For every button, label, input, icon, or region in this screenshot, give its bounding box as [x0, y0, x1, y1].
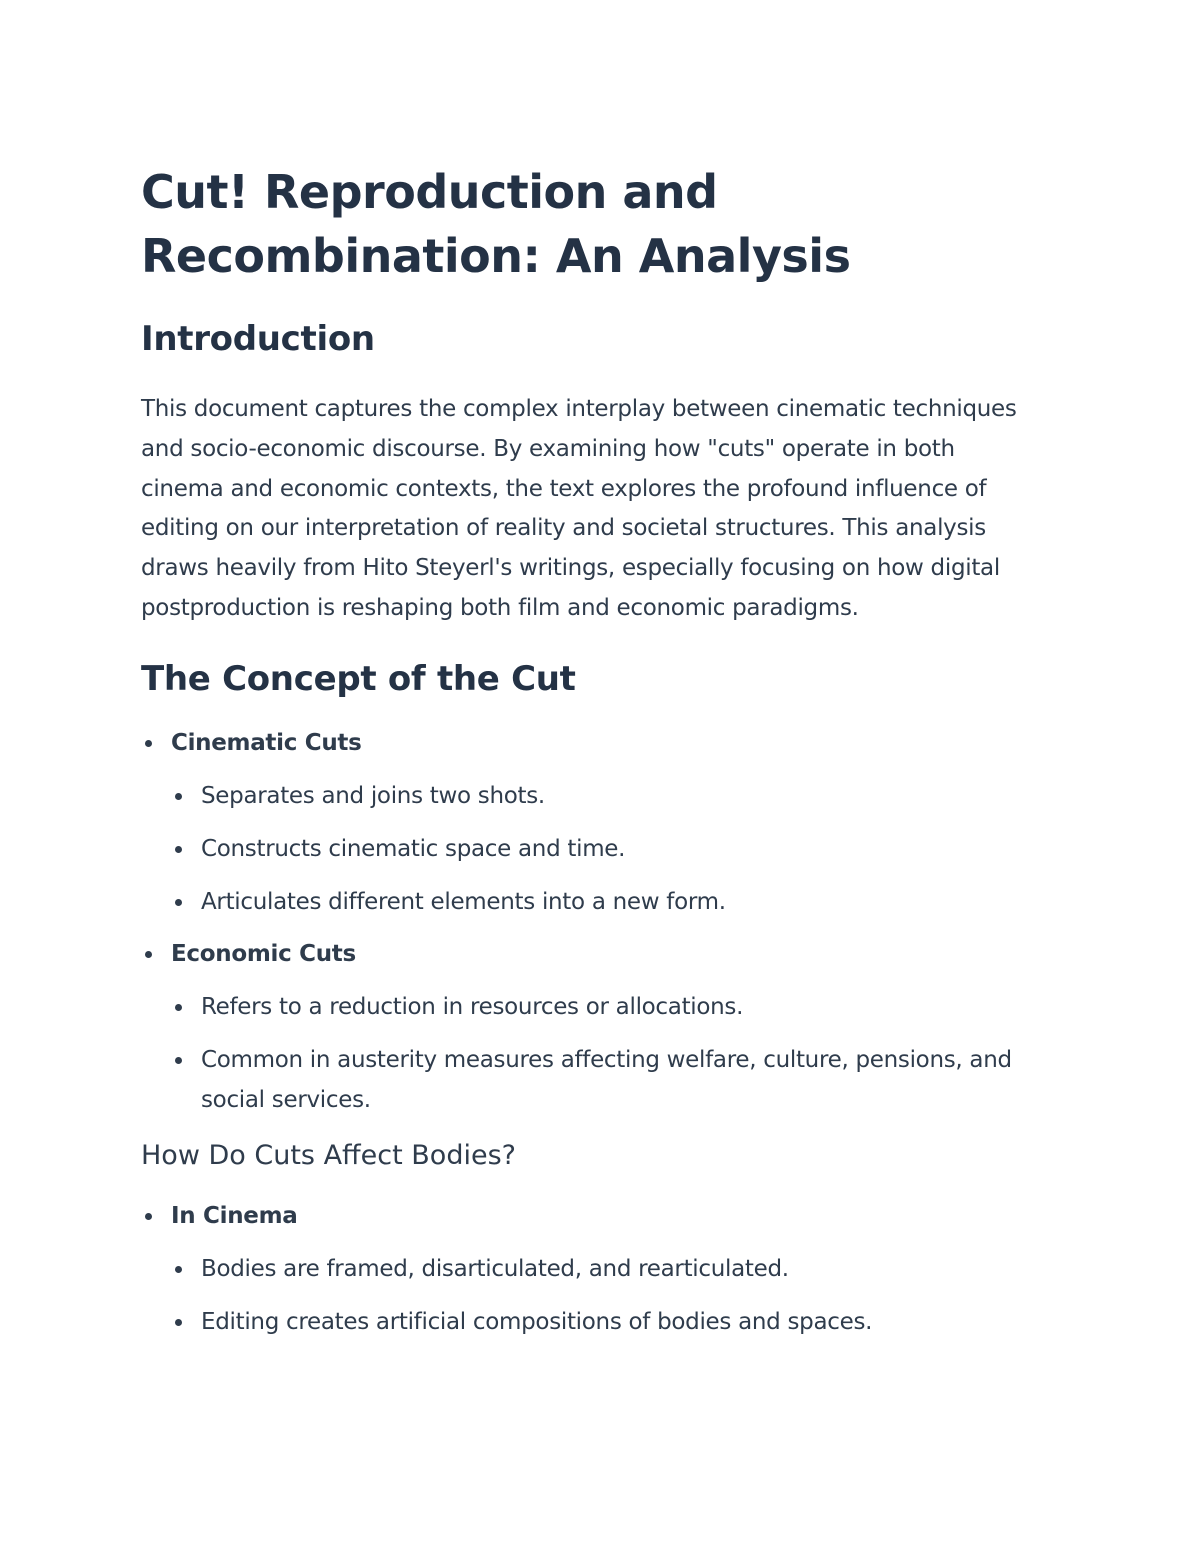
list-item-economic-cuts — [141, 934, 1041, 1120]
list-item-cinematic-cuts — [141, 723, 1041, 922]
concept-heading: The Concept of the Cut — [141, 658, 576, 699]
list-item-label: Cinematic Cuts — [171, 729, 362, 756]
economic-cuts-sublist — [171, 987, 1041, 1120]
bodies-heading: How Do Cuts Affect Bodies? — [141, 1139, 516, 1171]
list-item: Refers to a reduction in resources or allocations. — [171, 987, 1041, 1027]
list-item: Constructs cinematic space and time. — [171, 829, 1041, 869]
concept-list — [141, 723, 1041, 1120]
list-item: Separates and joins two shots. — [171, 776, 1041, 816]
in-cinema-sublist — [171, 1249, 1041, 1342]
list-item-in-cinema — [141, 1196, 1041, 1342]
introduction-paragraph: This document captures the complex interplay between cinematic techniques and socio-economic discourse. By examining how "cuts" operate in both cinema and economic contexts, the text explores the profound influence of editing on our interpretation of reality and societal structures. This analysis draws heavily from Hito Steyerl's writings, especially focusing on how digital postproduction is reshaping both film and economic paradigms. — [141, 396, 1017, 621]
list-item: Bodies are framed, disarticulated, and rearticulated. — [171, 1249, 1041, 1289]
list-item: Common in austerity measures affecting welfare, culture, pensions, and social services. — [171, 1040, 1041, 1120]
introduction-heading: Introduction — [141, 319, 375, 359]
bodies-list — [141, 1196, 1041, 1342]
list-item-label: In Cinema — [171, 1202, 298, 1229]
list-item: Editing creates artificial compositions of bodies and spaces. — [171, 1302, 1041, 1342]
document-page — [141, 160, 1041, 1342]
list-item: Articulates different elements into a new form. — [171, 882, 1041, 922]
cinematic-cuts-sublist — [171, 776, 1041, 922]
document-title: Cut! Reproduction and Recombination: An Analysis — [141, 165, 851, 283]
list-item-label: Economic Cuts — [171, 940, 356, 967]
